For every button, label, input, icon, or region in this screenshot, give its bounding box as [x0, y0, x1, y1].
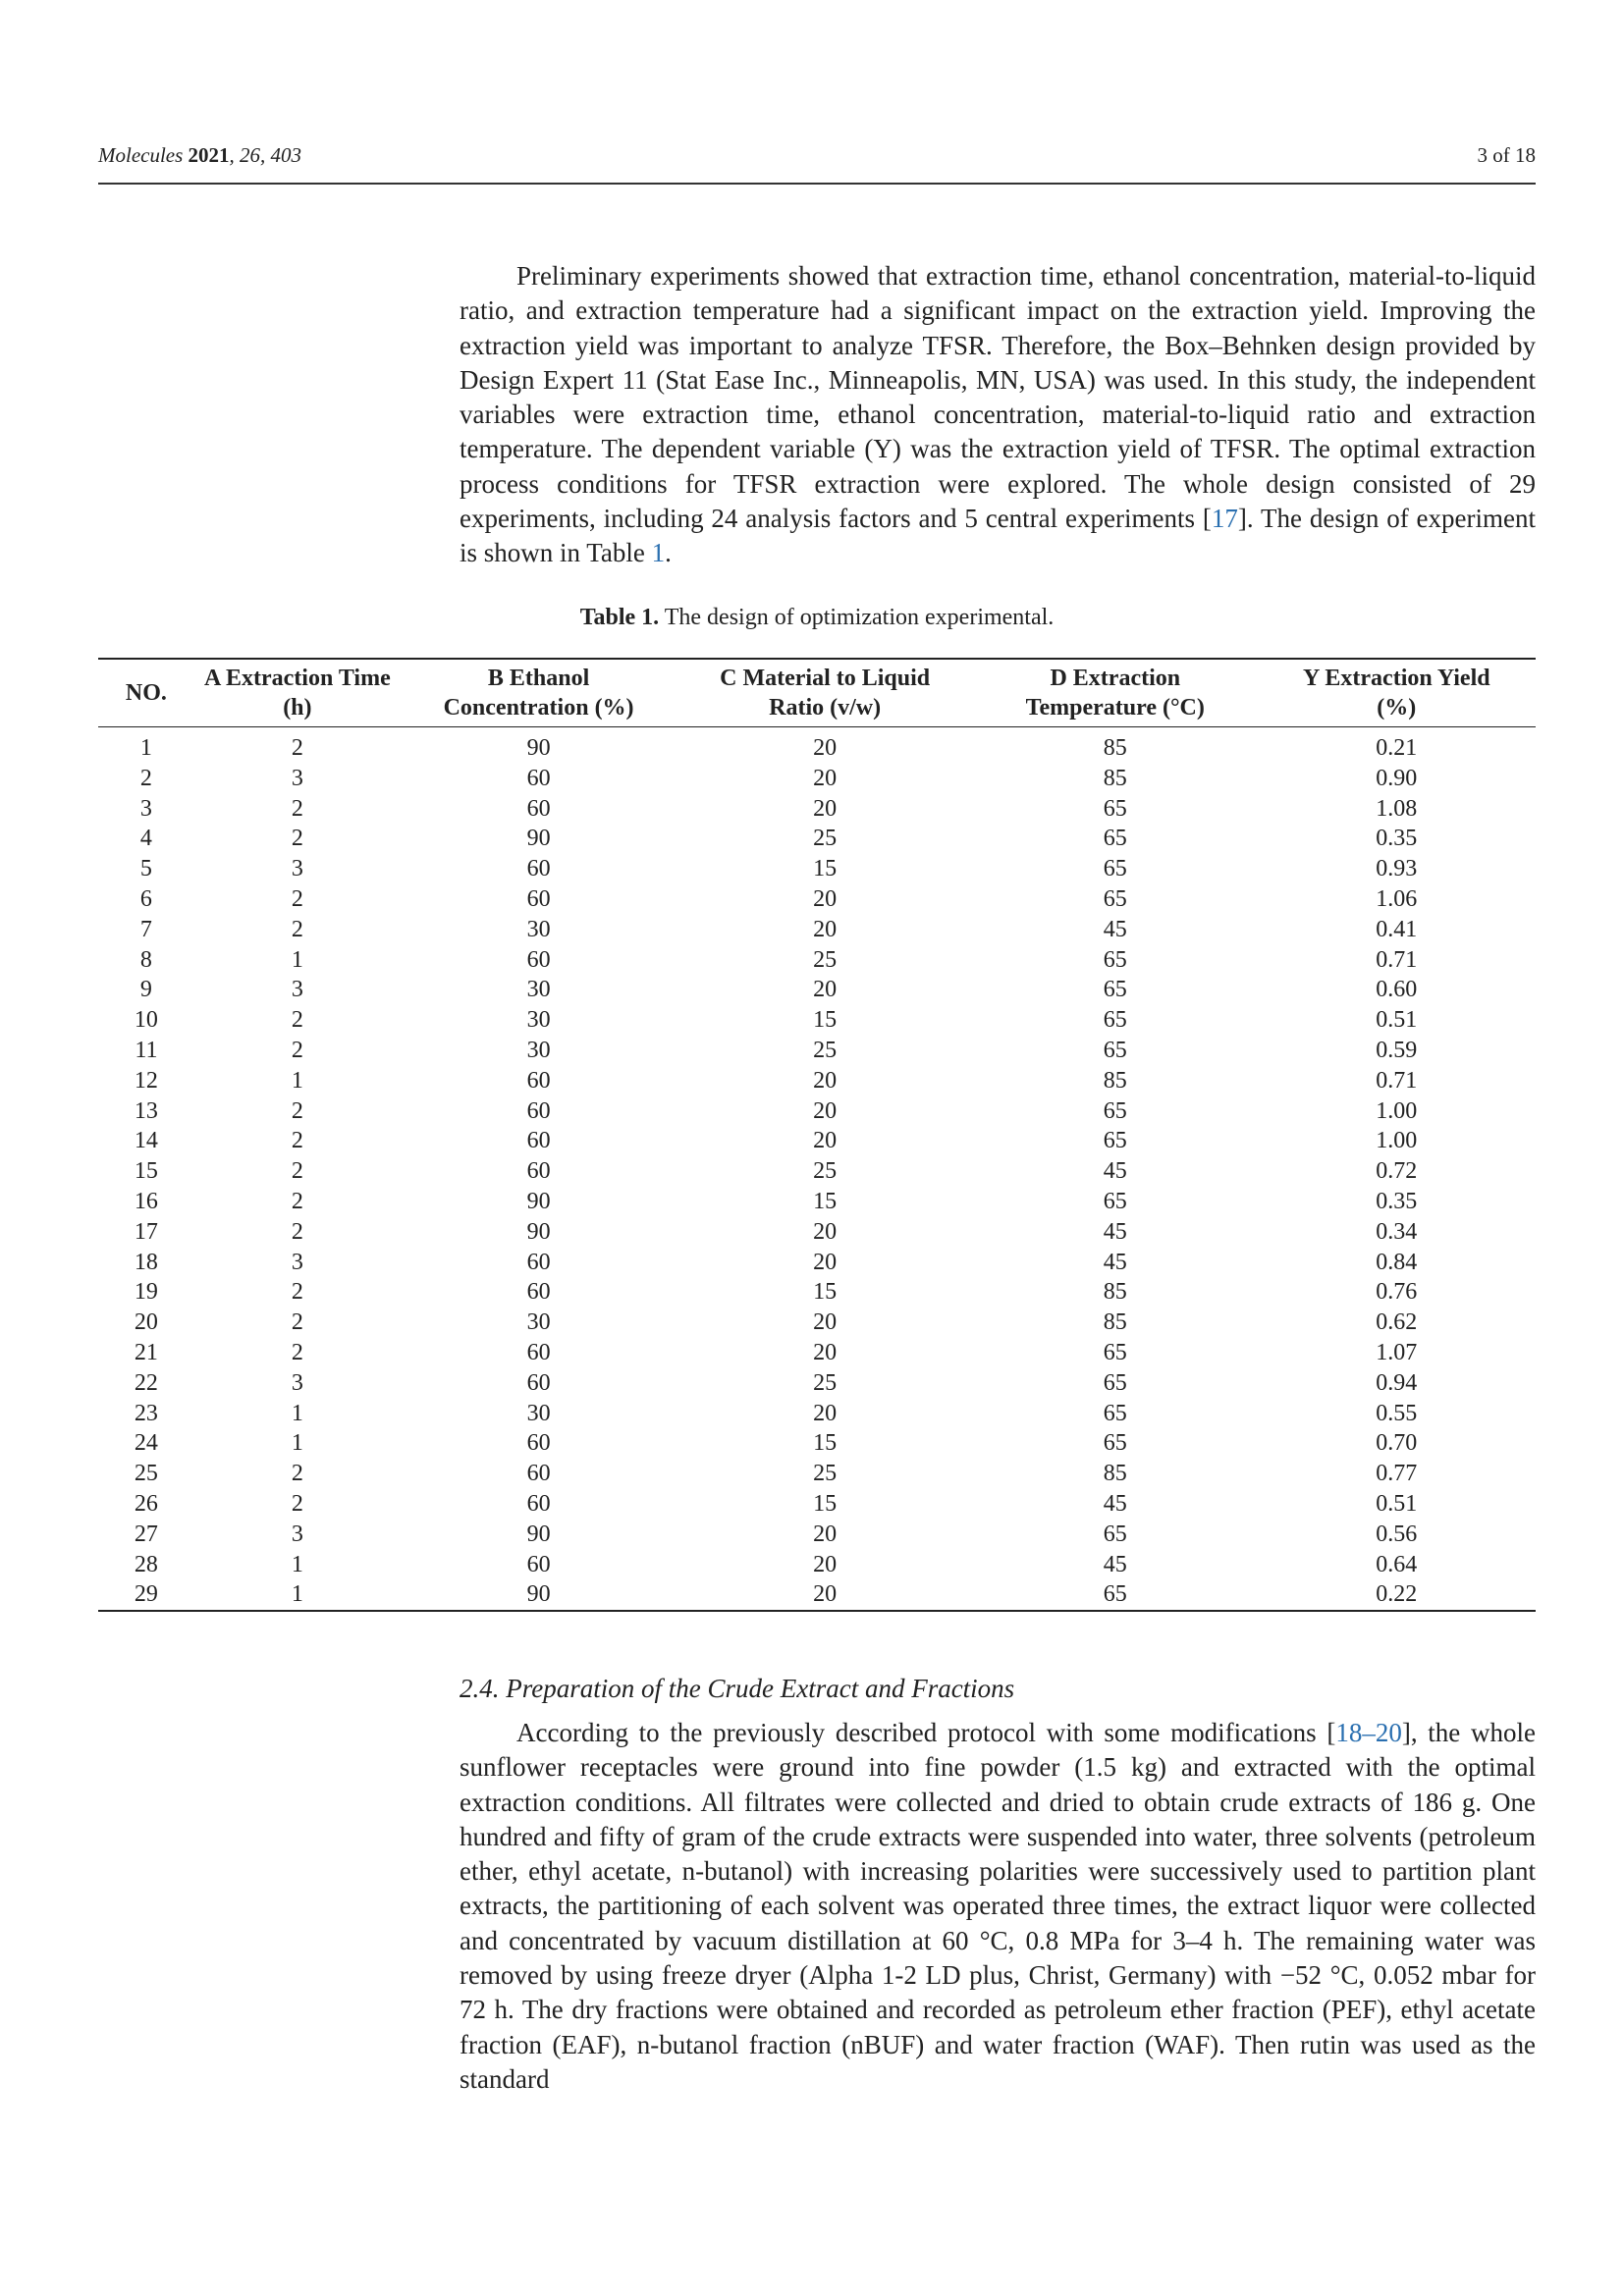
table-row [98, 884, 1536, 915]
table-row [98, 1036, 1536, 1066]
table-cell: 10 [134, 1007, 158, 1034]
page-header [98, 141, 1536, 185]
table-cell: 65 [1103, 1581, 1127, 1608]
table-cell: 65 [1103, 946, 1127, 973]
table-cell: 2 [291, 1007, 303, 1034]
table-cell: 1 [291, 946, 303, 973]
table-cell: 20 [813, 735, 838, 761]
table-cell: 60 [526, 946, 551, 973]
table-cell: 17 [134, 1218, 158, 1245]
table-row [98, 1579, 1536, 1611]
table-cell: 0.55 [1376, 1400, 1418, 1426]
journal-volume: , 26, 403 [229, 143, 302, 167]
paragraph-text: . [665, 538, 672, 568]
table-row [98, 1248, 1536, 1278]
table-cell: 85 [1103, 1309, 1127, 1336]
table-cell: 65 [1103, 1097, 1127, 1124]
table-cell: 20 [813, 1400, 838, 1426]
table-cell: 30 [526, 977, 551, 1003]
journal-name: Molecules [98, 143, 184, 167]
table-cell: 1.08 [1376, 795, 1418, 822]
table-cell: 0.35 [1376, 826, 1418, 852]
header-extraction-time: A Extraction Time (h) [203, 666, 391, 721]
journal-year: 2021 [188, 143, 230, 167]
table-cell: 24 [134, 1430, 158, 1457]
table-cell: 0.59 [1376, 1037, 1418, 1063]
table-cell: 23 [134, 1400, 158, 1426]
table-cell: 25 [813, 1369, 838, 1396]
table-cell: 12 [134, 1067, 158, 1094]
table-cell: 0.72 [1376, 1158, 1418, 1185]
table-cell: 60 [526, 1551, 551, 1577]
table-cell: 1 [291, 1430, 303, 1457]
table-cell: 60 [526, 795, 551, 822]
table-cell: 60 [526, 1158, 551, 1185]
table-cell: 60 [526, 1490, 551, 1517]
table-cell: 20 [813, 1581, 838, 1608]
table-cell: 65 [1103, 1369, 1127, 1396]
table-cell: 20 [813, 977, 838, 1003]
table-cell: 7 [139, 916, 152, 942]
table-cell: 85 [1103, 765, 1127, 791]
table-cell: 20 [813, 1309, 838, 1336]
paragraph-text: According to the previously described protocol with some modifications [ [516, 1718, 1336, 1747]
table-cell: 85 [1103, 1067, 1127, 1094]
table-cell: 3 [291, 1521, 303, 1547]
table-cell: 45 [1103, 1218, 1127, 1245]
table-cell: 22 [134, 1369, 158, 1396]
table-cell: 15 [813, 1188, 838, 1214]
header-yield: Y Extraction Yield (%) [1302, 666, 1490, 721]
table-cell: 5 [139, 856, 152, 882]
table-cell: 30 [526, 1309, 551, 1336]
table-cell: 85 [1103, 1279, 1127, 1306]
table-cell: 60 [526, 1430, 551, 1457]
table-cell: 20 [813, 1067, 838, 1094]
table-cell: 65 [1103, 1128, 1127, 1154]
table-row [98, 1096, 1536, 1127]
table-row [98, 794, 1536, 825]
table-cell: 13 [134, 1097, 158, 1124]
table-cell: 27 [134, 1521, 158, 1547]
table-cell: 11 [135, 1037, 158, 1063]
table-row [98, 1005, 1536, 1036]
table-cell: 29 [134, 1581, 158, 1608]
reference-link[interactable]: 17 [1211, 504, 1238, 534]
table-cell: 20 [813, 1249, 838, 1275]
table-cell: 0.51 [1376, 1007, 1418, 1034]
table-cell: 2 [291, 1188, 303, 1214]
table-cell: 65 [1103, 795, 1127, 822]
table-cell: 25 [813, 946, 838, 973]
table-cell: 60 [526, 1128, 551, 1154]
table-cell: 30 [526, 1037, 551, 1063]
table-cell: 15 [134, 1158, 158, 1185]
table-row [98, 1308, 1536, 1338]
table-cell: 65 [1103, 1339, 1127, 1365]
table-cell: 21 [134, 1339, 158, 1365]
table-cell: 2 [291, 1461, 303, 1487]
table-cell: 2 [291, 1218, 303, 1245]
table-header-row [98, 659, 1536, 727]
table-cell: 65 [1103, 1521, 1127, 1547]
table-cell: 20 [813, 1551, 838, 1577]
table-cell: 2 [291, 1490, 303, 1517]
table-row [98, 1217, 1536, 1248]
table-cell: 65 [1103, 885, 1127, 912]
table-row [98, 1459, 1536, 1489]
table-row [98, 915, 1536, 945]
table-cell: 15 [813, 1430, 838, 1457]
table-row [98, 727, 1536, 764]
table-cell: 2 [291, 795, 303, 822]
table-cell: 60 [526, 1369, 551, 1396]
table-caption [98, 605, 1536, 631]
table-cell: 2 [291, 916, 303, 942]
table-cell: 0.35 [1376, 1188, 1418, 1214]
table-cell: 65 [1103, 826, 1127, 852]
header-temperature: D Extraction Temperature (°C) [1025, 666, 1205, 721]
table-cell: 1 [291, 1581, 303, 1608]
table-cell: 4 [139, 826, 152, 852]
table-cell: 3 [291, 977, 303, 1003]
table-cell: 30 [526, 1400, 551, 1426]
table-cell: 3 [139, 795, 152, 822]
table-cell: 60 [526, 1097, 551, 1124]
table-cell: 1 [291, 1551, 303, 1577]
table-cell: 60 [526, 1461, 551, 1487]
table-cell: 0.56 [1376, 1521, 1418, 1547]
table-cell: 0.90 [1376, 765, 1418, 791]
table-row [98, 1428, 1536, 1459]
paragraph-text: ], the whole sunflower receptacles were ground into fine powder (1.5 kg) and extracted with the optimal extraction conditions. All filtrates were collected and dried to obtain crude extracts of 186 g. One hundred and fifty of gram of the crude extracts were suspended into water, three solvents (petroleum ether, ethyl acetate, n-butanol) with increasing polarities were successively used to partition plant extracts, the partitioning of each solvent was operated three times, the extract liquor were collected and concentrated by vacuum distillation at 60 °C, 0.8 MPa for 3–4 h. The remaining water was removed by using freeze dryer (Alpha 1-2 LD plus, Christ, Germany) with −52 °C, 0.052 mbar for 72 h. The dry fractions were obtained and recorded as petroleum ether fraction (PEF), ethyl acetate fraction (EAF), n-butanol fraction (nBUF) and water fraction (WAF). Then rutin was used as the standard [460, 1718, 1536, 2094]
journal-citation [98, 143, 301, 168]
table-cell: 30 [526, 1007, 551, 1034]
table-cell: 0.41 [1376, 916, 1418, 942]
table-cell: 0.77 [1376, 1461, 1418, 1487]
table-cell: 25 [813, 826, 838, 852]
table-cell: 65 [1103, 1188, 1127, 1214]
table-cell: 0.84 [1376, 1249, 1418, 1275]
table-row [98, 1187, 1536, 1217]
table-cell: 65 [1103, 977, 1127, 1003]
table-cell: 3 [291, 1249, 303, 1275]
table-cell: 0.93 [1376, 856, 1418, 882]
table-cell: 25 [134, 1461, 158, 1487]
reference-link[interactable]: 18–20 [1335, 1718, 1402, 1747]
table-cell: 0.71 [1376, 946, 1418, 973]
table-cell: 25 [813, 1461, 838, 1487]
table-cell: 65 [1103, 856, 1127, 882]
table-cell: 20 [134, 1309, 158, 1336]
table-row [98, 764, 1536, 794]
table-cell: 60 [526, 1249, 551, 1275]
table-row [98, 1489, 1536, 1520]
table-cell: 85 [1103, 1461, 1127, 1487]
table-cell: 0.21 [1376, 735, 1418, 761]
table-cell: 6 [139, 885, 152, 912]
table-cell: 25 [813, 1037, 838, 1063]
table-cell: 20 [813, 765, 838, 791]
table-row [98, 1368, 1536, 1399]
table-cell: 0.76 [1376, 1279, 1418, 1306]
table-cell: 2 [291, 1128, 303, 1154]
table-cell: 30 [526, 916, 551, 942]
table-cell: 1 [291, 1067, 303, 1094]
paragraph-text: Preliminary experiments showed that extraction time, ethanol concentration, material-to-liquid ratio, and extraction temperature had a significant impact on the extraction yield. Improving the extraction yield was important to analyze TFSR. Therefore, the Box–Behnken design provided by Design Expert 11 (Stat Ease Inc., Minneapolis, MN, USA) was used. In this study, the independent variables were extraction time, ethanol concentration, material-to-liquid ratio and extraction temperature. The dependent variable (Y) was the extraction yield of TFSR. The optimal extraction process conditions for TFSR extraction were explored. The whole design consisted of 29 experiments, including 24 analysis factors and 5 central experiments [ [460, 261, 1536, 534]
table-cell: 9 [139, 977, 152, 1003]
table-cell: 1.07 [1376, 1339, 1418, 1365]
table-cell: 90 [526, 1521, 551, 1547]
table-cell: 0.71 [1376, 1067, 1418, 1094]
table-cell: 14 [134, 1128, 158, 1154]
table-cell: 2 [139, 765, 152, 791]
table-cell: 60 [526, 1339, 551, 1365]
paragraph-design [460, 259, 1536, 571]
table-cell: 90 [526, 735, 551, 761]
paragraph-crude-extract [460, 1716, 1536, 2097]
paragraph-text: ]. The design of experiment is shown in Table [460, 504, 1537, 568]
table-row [98, 1399, 1536, 1429]
table-cell: 20 [813, 1339, 838, 1365]
table-cell: 28 [134, 1551, 158, 1577]
section-title: 2.4. Preparation of the Crude Extract and Fractions [460, 1674, 1015, 1703]
table-cell: 2 [291, 1339, 303, 1365]
table-cell: 0.64 [1376, 1551, 1418, 1577]
table-cell: 45 [1103, 1158, 1127, 1185]
table-cell: 65 [1103, 1430, 1127, 1457]
table-row [98, 1277, 1536, 1308]
table-cell: 2 [291, 826, 303, 852]
table-caption-text: The design of optimization experimental. [659, 605, 1055, 630]
table-cell: 2 [291, 735, 303, 761]
table-cell: 15 [813, 1007, 838, 1034]
table-cell: 25 [813, 1158, 838, 1185]
table-cell: 20 [813, 1521, 838, 1547]
table-cell: 18 [134, 1249, 158, 1275]
header-ethanol: B Ethanol Concentration (%) [443, 666, 634, 721]
table-cell: 90 [526, 826, 551, 852]
table-cell: 65 [1103, 1400, 1127, 1426]
header-material-ratio: C Material to Liquid Ratio (v/w) [720, 666, 931, 721]
table-row [98, 1156, 1536, 1187]
table-cell: 90 [526, 1581, 551, 1608]
table-cell: 85 [1103, 735, 1127, 761]
table-cell: 2 [291, 1037, 303, 1063]
table-cell: 2 [291, 1097, 303, 1124]
table-body [98, 727, 1536, 1612]
table-cell: 60 [526, 765, 551, 791]
table-cell: 1 [139, 735, 152, 761]
table-cell: 45 [1103, 1551, 1127, 1577]
table-cell: 20 [813, 795, 838, 822]
table-cell: 60 [526, 1067, 551, 1094]
table-row [98, 1066, 1536, 1096]
table-cell: 3 [291, 765, 303, 791]
table-row [98, 945, 1536, 976]
table-row [98, 854, 1536, 884]
table-cell: 20 [813, 885, 838, 912]
table-cell: 60 [526, 1279, 551, 1306]
table-cell: 0.62 [1376, 1309, 1418, 1336]
table-cell: 15 [813, 1490, 838, 1517]
table-cell: 90 [526, 1218, 551, 1245]
table-cell: 15 [813, 1279, 838, 1306]
table-cell: 1 [291, 1400, 303, 1426]
table-cell: 0.51 [1376, 1490, 1418, 1517]
table-cell: 60 [526, 885, 551, 912]
table-cell: 65 [1103, 1037, 1127, 1063]
page-number: 3 of 18 [1477, 143, 1536, 167]
table-cell: 20 [813, 916, 838, 942]
table-cell: 19 [134, 1279, 158, 1306]
table-cell: 0.70 [1376, 1430, 1418, 1457]
table-cell: 0.94 [1376, 1369, 1418, 1396]
table-cell: 26 [134, 1490, 158, 1517]
table-cell: 8 [139, 946, 152, 973]
table-cell: 0.60 [1376, 977, 1418, 1003]
table-cell: 0.34 [1376, 1218, 1418, 1245]
table-cell: 2 [291, 885, 303, 912]
table-cell: 1.06 [1376, 885, 1418, 912]
table-cell: 20 [813, 1097, 838, 1124]
table-cell: 16 [134, 1188, 158, 1214]
design-table [98, 658, 1536, 1612]
table-cell: 20 [813, 1128, 838, 1154]
table-cell: 15 [813, 856, 838, 882]
table-cell: 20 [813, 1218, 838, 1245]
table-cell: 60 [526, 856, 551, 882]
table-row [98, 975, 1536, 1005]
table-cell: 2 [291, 1158, 303, 1185]
table-cell: 90 [526, 1188, 551, 1214]
table-cell: 2 [291, 1309, 303, 1336]
table-row [98, 1338, 1536, 1368]
table-cell: 45 [1103, 1490, 1127, 1517]
table-link[interactable]: 1 [651, 538, 666, 568]
table-row [98, 824, 1536, 854]
header-no: NO. [125, 680, 167, 706]
table-cell: 1.00 [1376, 1128, 1418, 1154]
table-cell: 1.00 [1376, 1097, 1418, 1124]
table-cell: 2 [291, 1279, 303, 1306]
table-caption-label: Table 1. [579, 605, 660, 630]
table-cell: 3 [291, 1369, 303, 1396]
table-cell: 0.22 [1376, 1581, 1418, 1608]
table-row [98, 1520, 1536, 1550]
table-row [98, 1126, 1536, 1156]
table-cell: 45 [1103, 1249, 1127, 1275]
table-cell: 3 [291, 856, 303, 882]
table-cell: 65 [1103, 1007, 1127, 1034]
table-cell: 45 [1103, 916, 1127, 942]
table-row [98, 1550, 1536, 1580]
